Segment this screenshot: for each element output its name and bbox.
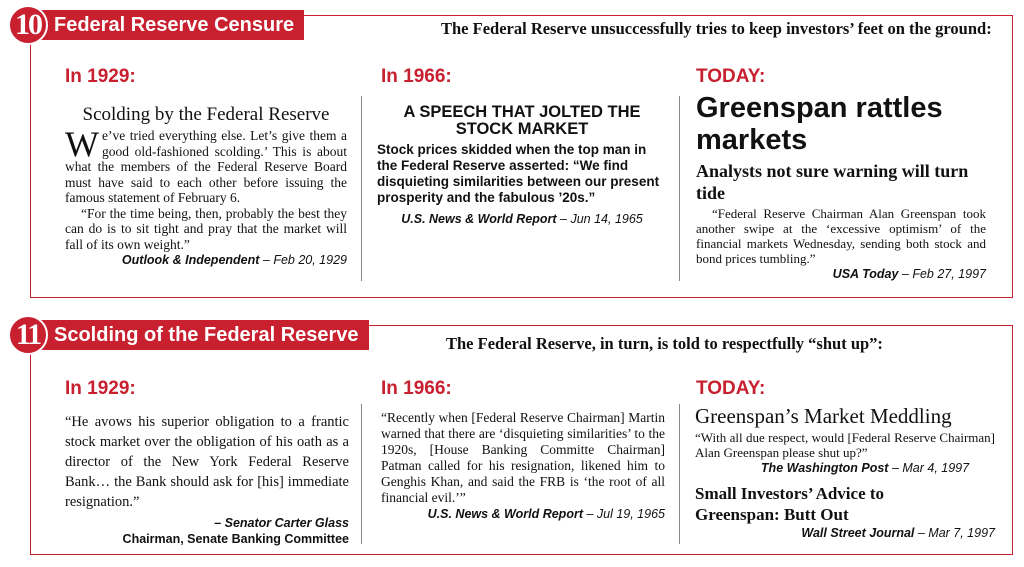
- source-citation: [65, 515, 349, 547]
- section-11-tab: [8, 319, 369, 351]
- column-divider: [361, 404, 362, 544]
- source-citation-2: [695, 526, 995, 540]
- section-10-panel: [15, 8, 1013, 298]
- era-label-today: TODAY:: [696, 66, 766, 87]
- drop-cap: W: [65, 124, 99, 164]
- source-citation: [377, 212, 667, 226]
- era-label-1929: In 1929:: [65, 378, 136, 399]
- article-body: Stock prices skidded when the top man in the Federal Reserve asserted: “We find disquieting similarities between our present prosperity and the fabulous ’20s.”: [377, 142, 660, 205]
- article-body: “He avows his superior obligation to a frantic stock market over the obligation of his oath as a director of the New York Federal Reserve Bank… the Bank should ask for [his] immediate resignation.”: [65, 414, 349, 510]
- source-date: – Jun 14, 1965: [556, 212, 643, 226]
- source-name: U.S. News & World Report: [401, 212, 557, 226]
- column-1966: [377, 104, 667, 226]
- source-citation: [696, 267, 986, 281]
- headline: A SPEECH THAT JOLTED THE STOCK MARKET: [403, 103, 641, 138]
- article-body: “With all due respect, would [Federal Reserve Chairman] Alan Greenspan please shut up?”: [695, 430, 995, 460]
- era-label-today: TODAY:: [696, 378, 766, 399]
- source-name: USA Today: [832, 267, 899, 281]
- article-body: [65, 124, 347, 252]
- column-1929: [65, 412, 349, 547]
- section-10-tab: [8, 9, 304, 41]
- source-citation: [695, 461, 995, 475]
- section-intro: The Federal Reserve unsuccessfully tries to keep investors’ feet on the ground:: [441, 19, 992, 38]
- column-1966: [381, 410, 665, 521]
- headline: Scolding by the Federal Reserve: [82, 104, 330, 125]
- source-date: – Mar 4, 1997: [888, 461, 970, 475]
- section-number: 11: [8, 315, 48, 355]
- column-divider: [679, 404, 680, 544]
- source-date: – Feb 27, 1997: [898, 267, 986, 281]
- section-11-panel: [15, 318, 1013, 555]
- column-today: [695, 404, 995, 540]
- source-name: The Washington Post: [760, 461, 889, 475]
- column-divider: [679, 96, 680, 281]
- headline: Greenspan rattles markets: [696, 92, 943, 156]
- column-1929: [65, 104, 347, 267]
- section-number: 10: [8, 5, 48, 45]
- subheadline: Analysts not sure warning will turn tide: [696, 161, 969, 203]
- source-title: Chairman, Senate Banking Committee: [122, 532, 349, 546]
- section-intro: The Federal Reserve, in turn, is told to respectfully “shut up”:: [446, 334, 883, 353]
- source-date: – Mar 7, 1997: [914, 526, 995, 540]
- source-date: – Jul 19, 1965: [582, 507, 665, 521]
- source-name: Outlook & Independent: [121, 253, 260, 267]
- article-body: “Recently when [Federal Reserve Chairman] Martin warned that there are ‘disquieting similarities’ to the 1920s, [House Banking Committe Chairman] Patman called for his resignation, likened him to Genghis Khan, and said the FRB is ‘the root of all financial evil.’”: [381, 410, 665, 505]
- source-citation: [65, 253, 347, 267]
- section-title: Federal Reserve Censure: [36, 10, 304, 40]
- section-title: Scolding of the Federal Reserve: [36, 320, 369, 350]
- source-citation: [381, 507, 665, 521]
- paragraph-2: “For the time being, then, probably the best they can do is to sit tight and pray that the market will fall of its own weight.”: [65, 205, 347, 252]
- source-date: – Feb 20, 1929: [259, 253, 347, 267]
- era-label-1966: In 1966:: [381, 66, 452, 87]
- source-author: – Senator Carter Glass: [214, 516, 349, 530]
- era-label-1929: In 1929:: [65, 66, 136, 87]
- paragraph-1: e’ve tried everything else. Let’s give them a good old-fashioned scolding.’ This is about what the members of the Federal Reserve Board must have said to each other before issuing the famous statement of February 6.: [65, 128, 347, 205]
- column-today: [696, 92, 986, 281]
- headline: Greenspan’s Market Meddling: [695, 404, 952, 428]
- column-divider: [361, 96, 362, 281]
- source-name: U.S. News & World Report: [427, 507, 583, 521]
- era-label-1966: In 1966:: [381, 378, 452, 399]
- source-name: Wall Street Journal: [801, 526, 915, 540]
- article-body: “Federal Reserve Chairman Alan Greenspan took another swipe at the ‘excessive optimism’ of the financial markets Wednesday, sending both stock and bond prices tumbling.”: [696, 206, 986, 266]
- headline-2: Small Investors’ Advice to Greenspan: Butt Out: [695, 484, 885, 524]
